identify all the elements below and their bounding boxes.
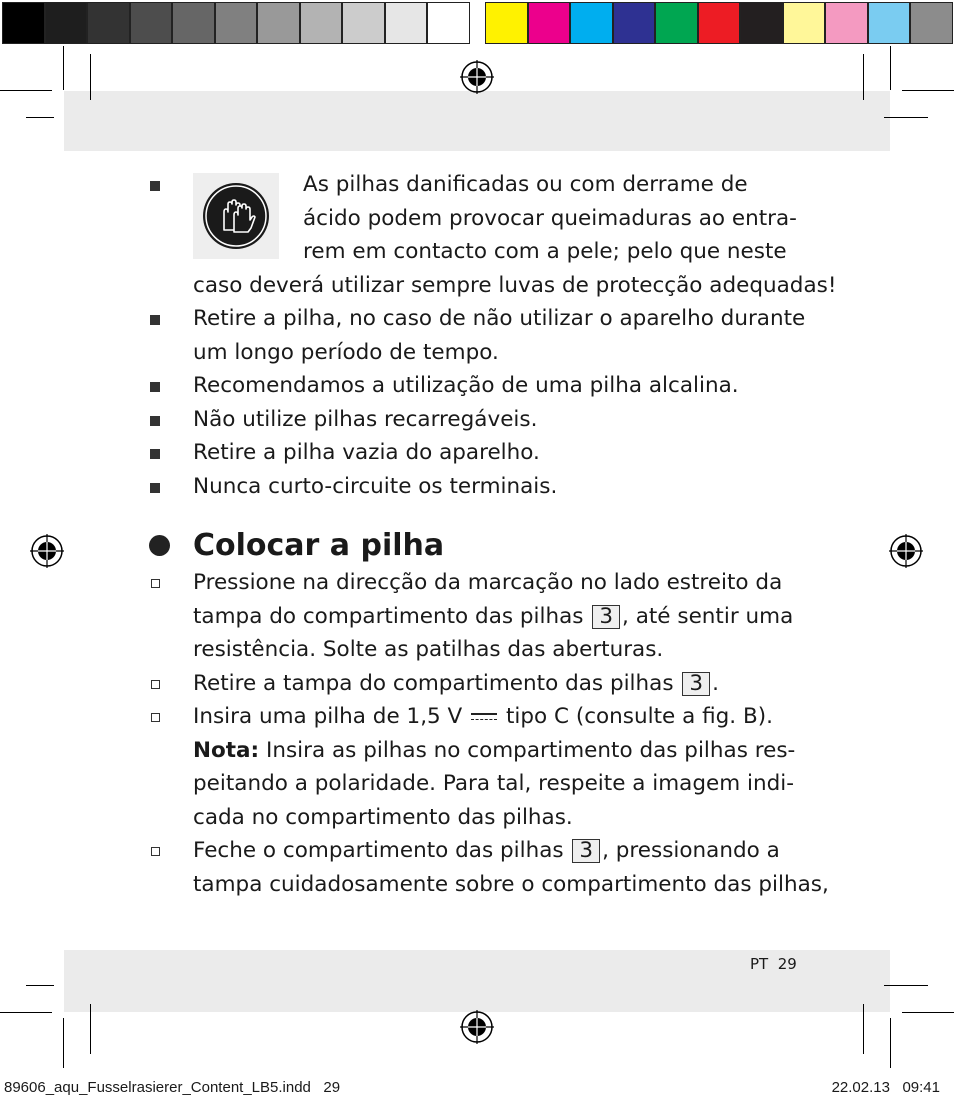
list-item-text: caso deverá utilizar sempre luvas de protecção adequadas! xyxy=(193,272,837,298)
part-reference-badge: 3 xyxy=(572,839,600,863)
page-number-value: 29 xyxy=(777,955,797,973)
list-item xyxy=(140,369,820,403)
color-swatch xyxy=(825,2,868,44)
crop-mark xyxy=(90,1004,91,1054)
section-title: Colocar a pilha xyxy=(193,528,445,563)
square-bullet-icon xyxy=(150,382,160,392)
list-item xyxy=(140,436,820,470)
header-band xyxy=(64,91,890,151)
checkbox-bullet-icon xyxy=(151,713,160,722)
color-swatch xyxy=(257,2,300,44)
heading-dot-icon xyxy=(149,535,170,556)
color-swatch xyxy=(655,2,698,44)
crop-mark xyxy=(63,1018,64,1068)
crop-mark xyxy=(884,985,928,986)
page-content xyxy=(140,168,837,901)
step-item xyxy=(140,834,829,901)
list-item-text: um longo período de tempo. xyxy=(193,339,499,365)
step-text xyxy=(193,700,820,734)
registration-mark-icon xyxy=(889,534,923,568)
step-text xyxy=(193,667,820,701)
step-text-part: Feche o compartimento das pilhas xyxy=(193,838,564,863)
checkbox-bullet-icon xyxy=(151,847,160,856)
crop-mark xyxy=(890,1018,891,1068)
square-bullet-icon xyxy=(150,483,160,493)
gloves-warning-pictogram xyxy=(193,173,279,259)
crop-mark xyxy=(902,1012,954,1013)
checkbox-bullet-icon xyxy=(151,680,160,689)
color-swatch xyxy=(910,2,953,44)
note-text xyxy=(193,734,820,768)
crop-mark xyxy=(890,46,891,90)
crop-mark xyxy=(863,54,864,100)
crop-mark xyxy=(863,1004,864,1054)
color-swatch xyxy=(342,2,385,44)
list-item-text: Nunca curto-circuite os terminais. xyxy=(193,473,558,499)
registration-mark-icon xyxy=(30,534,64,568)
list-item xyxy=(140,403,820,437)
list-item xyxy=(140,470,820,504)
list-item xyxy=(140,168,837,302)
crop-mark xyxy=(0,1012,52,1013)
crop-mark xyxy=(90,54,91,100)
color-swatch xyxy=(300,2,343,44)
checkbox-bullet-icon xyxy=(151,579,160,588)
slug-date: 22.02.13 09:41 xyxy=(831,1079,940,1096)
language-code: PT xyxy=(750,955,769,973)
step-text: tampa cuidadosamente sobre o compartimento das pilhas, xyxy=(193,871,829,897)
color-swatch xyxy=(570,2,613,44)
part-reference-badge: 3 xyxy=(682,672,710,696)
page-number xyxy=(750,955,797,973)
color-swatch xyxy=(215,2,258,44)
step-item xyxy=(140,566,820,667)
note-text: peitando a polaridade. Para tal, respeite a imagem indi- xyxy=(193,771,794,796)
square-bullet-icon xyxy=(150,416,160,426)
square-bullet-icon xyxy=(150,315,160,325)
step-text-part: tampa do compartimento das pilhas xyxy=(193,603,584,629)
gloves-icon xyxy=(202,182,270,250)
step-text-part: Retire a tampa do compartimento das pilhas xyxy=(193,670,674,696)
note-label: Nota: xyxy=(193,737,260,763)
color-swatch xyxy=(613,2,656,44)
part-reference-badge: 3 xyxy=(592,605,620,629)
color-swatch xyxy=(45,2,88,44)
crop-mark xyxy=(902,90,954,91)
direct-current-symbol-icon xyxy=(469,710,499,724)
list-item-text: ácido podem provocar queimaduras ao entra- xyxy=(303,205,797,231)
color-swatch xyxy=(130,2,173,44)
slug-filename: 89606_aqu_Fusselrasierer_Content_LB5.indd 29 xyxy=(4,1079,341,1096)
step-text xyxy=(193,834,820,868)
list-item-text: Não utilize pilhas recarregáveis. xyxy=(193,406,538,432)
color-swatch xyxy=(485,2,528,44)
color-swatch xyxy=(427,2,470,44)
crop-mark xyxy=(884,117,928,118)
section-heading xyxy=(140,526,820,566)
color-swatch xyxy=(698,2,741,44)
color-swatch xyxy=(740,2,783,44)
step-text-part: , até sentir uma xyxy=(622,603,794,629)
list-item-text: As pilhas danificadas ou com derrame de xyxy=(303,172,748,197)
color-swatch xyxy=(783,2,826,44)
color-swatch xyxy=(868,2,911,44)
step-text-part: tipo C (consulte a fig. B). xyxy=(505,704,773,729)
registration-mark-icon xyxy=(460,1010,494,1044)
step-item xyxy=(140,700,820,834)
crop-mark xyxy=(0,90,52,91)
color-swatch xyxy=(385,2,428,44)
color-swatch xyxy=(2,2,45,44)
list-item-text: Recomendamos a utilização de uma pilha alcalina. xyxy=(193,373,739,398)
square-bullet-icon xyxy=(150,181,160,191)
color-swatch xyxy=(172,2,215,44)
step-text xyxy=(193,600,820,634)
square-bullet-icon xyxy=(150,449,160,459)
list-item-text: rem em contacto com a pele; pelo que neste xyxy=(303,239,787,264)
crop-mark xyxy=(63,46,64,90)
step-text-part: . xyxy=(712,670,719,696)
step-text-part: , pressionando a xyxy=(602,838,780,863)
list-item-text: Retire a pilha, no caso de não utilizar o aparelho durante xyxy=(193,306,806,331)
step-text-part: Insira uma pilha de 1,5 V xyxy=(193,704,463,729)
note-text-part: Insira as pilhas no compartimento das pilhas res- xyxy=(266,737,796,763)
step-text: Pressione na direcção da marcação no lado estreito da xyxy=(193,570,783,595)
registration-mark-icon xyxy=(460,60,494,94)
crop-mark xyxy=(26,985,54,986)
step-text: resistência. Solte as patilhas das aberturas. xyxy=(193,637,664,662)
list-item xyxy=(140,302,820,369)
note-text: cada no compartimento das pilhas. xyxy=(193,804,573,830)
step-item xyxy=(140,667,820,701)
color-swatch xyxy=(528,2,571,44)
crop-mark xyxy=(26,117,54,118)
color-swatch xyxy=(87,2,130,44)
list-item-text: Retire a pilha vazia do aparelho. xyxy=(193,440,540,465)
